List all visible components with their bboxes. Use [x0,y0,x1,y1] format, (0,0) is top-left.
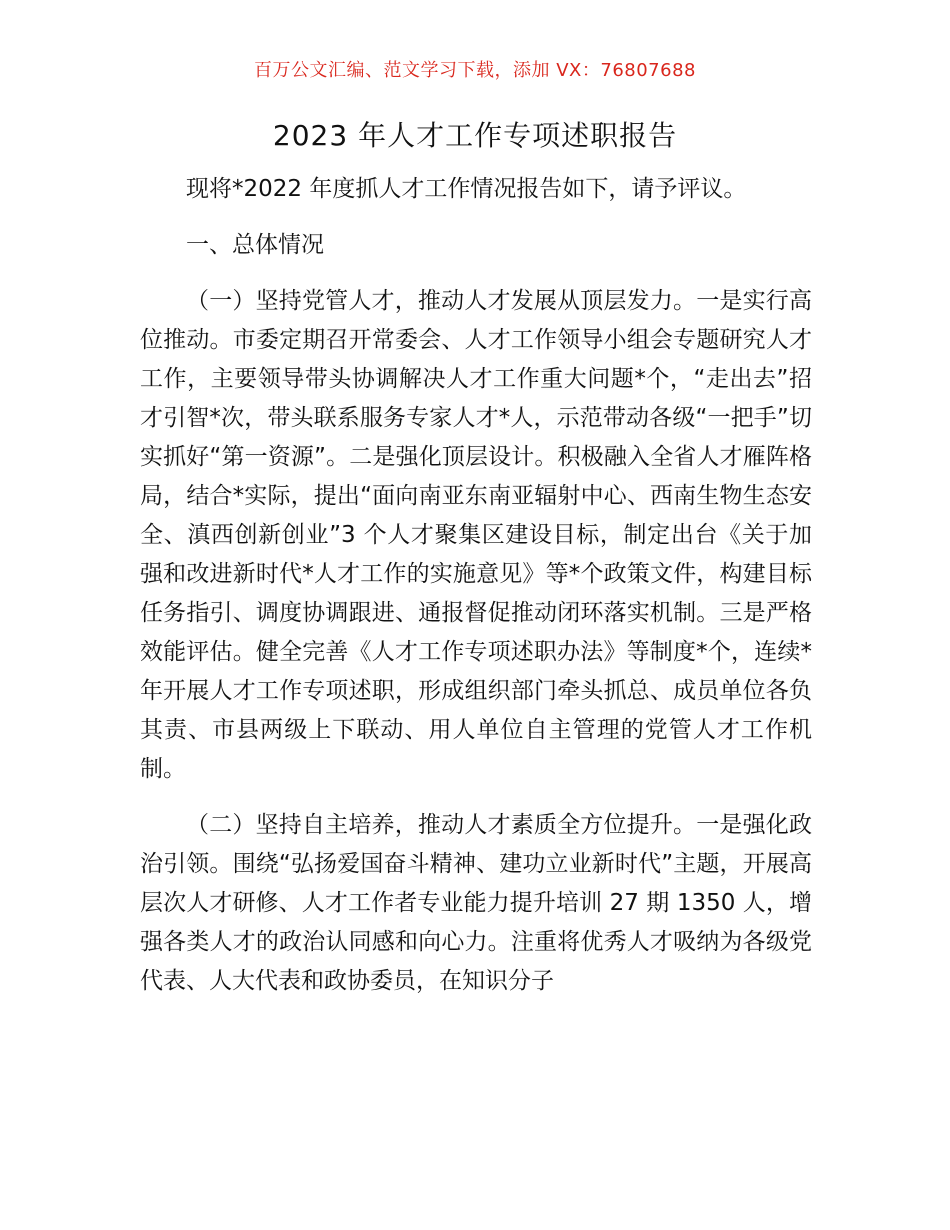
section-heading: 一、总体情况 [186,232,324,258]
intro-paragraph: 现将*2022 年度抓人才工作情况报告如下，请予评议。 [186,176,747,202]
promo-header: 百万公文汇编、范文学习下载，添加 VX：76807688 [254,60,696,81]
document-title: 2023 年人才工作专项述职报告 [272,119,678,152]
document-body [140,170,812,1001]
body-paragraph: （二）坚持自主培养，推动人才素质全方位提升。一是强化政治引领。围绕“弘扬爱国奋斗精神、建功立业新时代”主题，开展高层次人才研修、人才工作者专业能力提升培训 27 期 1350 人，增强各类人才的政治认同感和向心力。注重将优秀人才吸纳为各级党代表、人大代表和政协委员，在知识分子 [140,812,812,994]
body-paragraph: （一）坚持党管人才，推动人才发展从顶层发力。一是实行高位推动。市委定期召开常委会、人才工作领导小组会专题研究人才工作，主要领导带头协调解决人才工作重大问题*个，“走出去”招才引智*次，带头联系服务专家人才*人，示范带动各级“一把手”切实抓好“第一资源”。二是强化顶层设计。积极融入全省人才雁阵格局，结合*实际，提出“面向南亚东南亚辐射中心、西南生物生态安全、滇西创新创业”3 个人才聚集区建设目标，制定出台《关于加强和改进新时代*人才工作的实施意见》等*个政策文件，构建目标任务指引、调度协调跟进、通报督促推动闭环落实机制。三是严格效能评估。健全完善《人才工作专项述职办法》等制度*个，连续*年开展人才工作专项述职，形成组织部门牵头抓总、成员单位各负其责、市县两级上下联动、用人单位自主管理的党管人才工作机制。 [140,288,812,782]
